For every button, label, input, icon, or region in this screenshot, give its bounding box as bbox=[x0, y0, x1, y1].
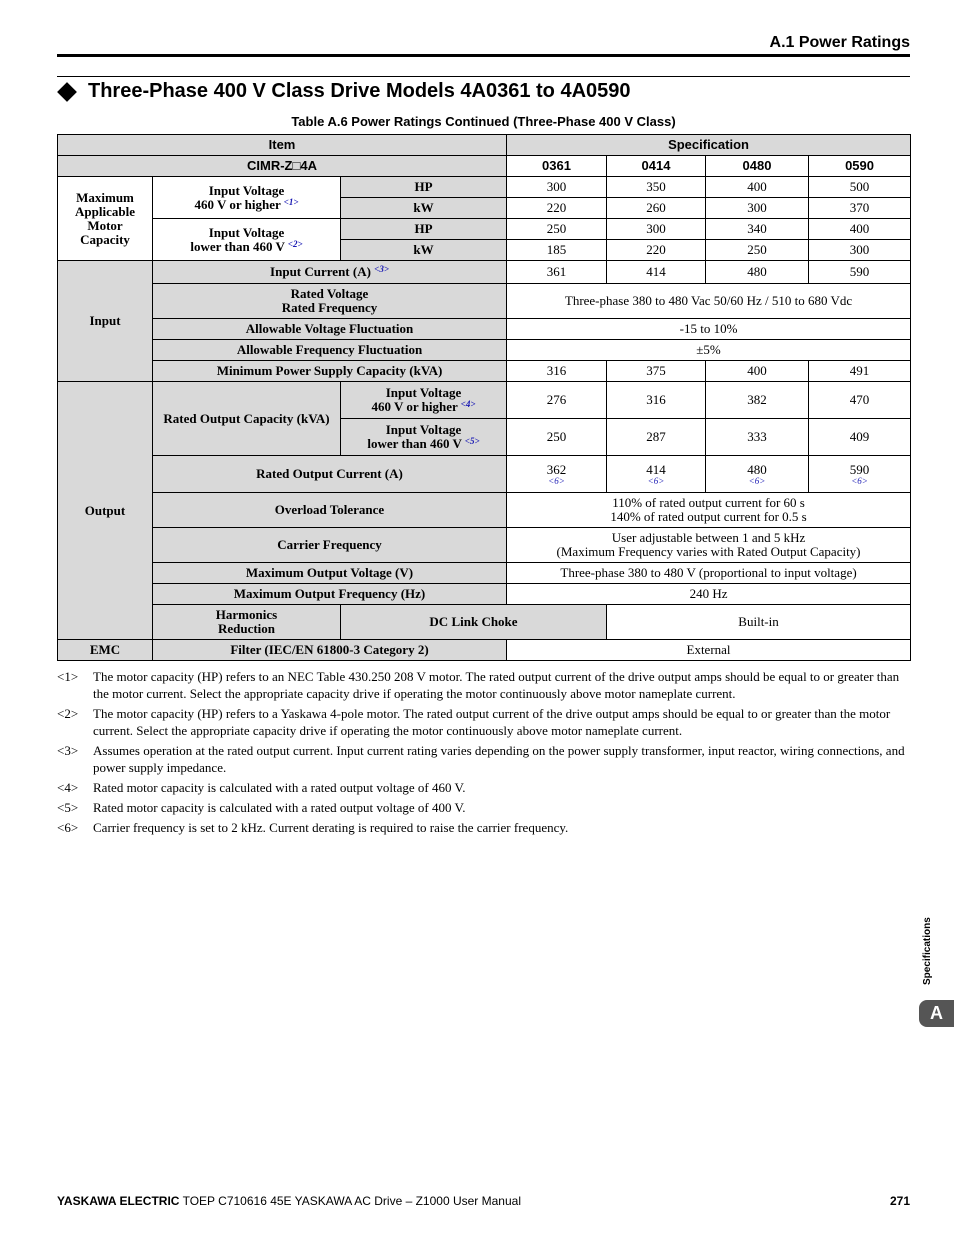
header-specification: Specification bbox=[507, 135, 911, 156]
min-power-supply-label: Minimum Power Supply Capacity (kVA) bbox=[153, 361, 507, 382]
max-output-voltage-label: Maximum Output Voltage (V) bbox=[153, 563, 507, 584]
section-rule bbox=[57, 76, 910, 77]
mam-460-kw-label: kW bbox=[341, 198, 507, 219]
carrier-frequency-label: Carrier Frequency bbox=[153, 528, 507, 563]
emc-label: EMC bbox=[58, 640, 153, 661]
footnotes bbox=[57, 668, 912, 839]
rated-voltage-frequency-label: Rated Voltage Rated Frequency bbox=[153, 284, 507, 319]
cap-low-3: 409 bbox=[809, 419, 911, 456]
cap-460-0: 276 bbox=[507, 382, 607, 419]
mam-low-kw-0: 185 bbox=[507, 240, 607, 261]
mam-low-hp-label: HP bbox=[341, 219, 507, 240]
dc-link-choke-value: Built-in bbox=[607, 605, 911, 640]
mam-460-hp-0: 300 bbox=[507, 177, 607, 198]
output-current-2: 480 <6> bbox=[706, 456, 809, 493]
cap-low-0: 250 bbox=[507, 419, 607, 456]
footnote: <3> Assumes operation at the rated output current. Input current rating varies depending on the power supply transformer, input reactor, wiring connections, and power supply impedance. bbox=[57, 743, 905, 775]
max-output-frequency-label: Maximum Output Frequency (Hz) bbox=[153, 584, 507, 605]
cap-low-1: 287 bbox=[607, 419, 706, 456]
cap-460-1: 316 bbox=[607, 382, 706, 419]
emc-filter-label: Filter (IEC/EN 61800-3 Category 2) bbox=[153, 640, 507, 661]
page-footer bbox=[57, 1194, 521, 1208]
mam-low-kw-3: 300 bbox=[809, 240, 911, 261]
section-heading bbox=[57, 80, 631, 103]
footnote: <2> The motor capacity (HP) refers to a Yaskawa 4-pole motor. The rated output current of the drive output amps should be equal to or greater than the motor current. Select the appropriate capacity drive if operating the motor continuously above motor nameplate current. bbox=[57, 706, 891, 738]
footer-brand: YASKAWA ELECTRIC bbox=[57, 1194, 180, 1208]
input-current-3: 590 bbox=[809, 261, 911, 284]
mam-460-kw-1: 260 bbox=[607, 198, 706, 219]
dc-link-choke-label: DC Link Choke bbox=[341, 605, 607, 640]
table-caption: Table A.6 Power Ratings Continued (Three-Phase 400 V Class) bbox=[291, 114, 676, 129]
model-3: 0590 bbox=[809, 156, 911, 177]
rated-output-capacity-label: Rated Output Capacity (kVA) bbox=[153, 382, 341, 456]
footer-doc: TOEP C710616 45E YASKAWA AC Drive – Z1000 User Manual bbox=[179, 1194, 521, 1208]
footnote: <6> Carrier frequency is set to 2 kHz. Current derating is required to raise the carrier frequency. bbox=[57, 820, 569, 835]
footnote: <5> Rated motor capacity is calculated with a rated output voltage of 400 V. bbox=[57, 800, 466, 815]
page-number: 271 bbox=[889, 1194, 910, 1208]
cap-low-2: 333 bbox=[706, 419, 809, 456]
min-power-0: 316 bbox=[507, 361, 607, 382]
input-current-2: 480 bbox=[706, 261, 809, 284]
header-rule bbox=[57, 54, 910, 57]
model-0: 0361 bbox=[507, 156, 607, 177]
max-output-frequency-value: 240 Hz bbox=[507, 584, 911, 605]
frequency-fluctuation-value: ±5% bbox=[507, 340, 911, 361]
input-current-0: 361 bbox=[507, 261, 607, 284]
min-power-1: 375 bbox=[607, 361, 706, 382]
mam-low-hp-3: 400 bbox=[809, 219, 911, 240]
mam-460-hp-1: 350 bbox=[607, 177, 706, 198]
voltage-fluctuation-value: -15 to 10% bbox=[507, 319, 911, 340]
max-output-voltage-value: Three-phase 380 to 480 V (proportional to input voltage) bbox=[507, 563, 911, 584]
mam-low-hp-0: 250 bbox=[507, 219, 607, 240]
mam-low-hp-2: 340 bbox=[706, 219, 809, 240]
output-current-3: 590 <6> bbox=[809, 456, 911, 493]
frequency-fluctuation-label: Allowable Frequency Fluctuation bbox=[153, 340, 507, 361]
mam-low-label: Input Voltage lower than 460 V $^{<2>}$ bbox=[153, 219, 341, 261]
mam-low-hp-1: 300 bbox=[607, 219, 706, 240]
mam-low-kw-1: 220 bbox=[607, 240, 706, 261]
rated-voltage-frequency-value: Three-phase 380 to 480 Vac 50/60 Hz / 510 to 680 Vdc bbox=[507, 284, 911, 319]
carrier-frequency-value: User adjustable between 1 and 5 kHz (Maximum Frequency varies with Rated Output Capacity) bbox=[507, 528, 911, 563]
cap-460-2: 382 bbox=[706, 382, 809, 419]
voltage-fluctuation-label: Allowable Voltage Fluctuation bbox=[153, 319, 507, 340]
cap-460-label: Input Voltage 460 V or higher $^{<4>}$ bbox=[341, 382, 507, 419]
output-current-0: 362 <6> bbox=[507, 456, 607, 493]
footnote: <1> The motor capacity (HP) refers to an NEC Table 430.250 208 V motor. The rated output current of the drive output amps should be equal to or greater than the motor current. Select the appropriate capacity drive if operating the motor continuously above motor nameplate current. bbox=[57, 669, 900, 701]
mam-460-label: Input Voltage 460 V or higher $^{<1>}$ bbox=[153, 177, 341, 219]
output-group-label: Output bbox=[58, 382, 153, 640]
mam-460-kw-0: 220 bbox=[507, 198, 607, 219]
model-2: 0480 bbox=[706, 156, 809, 177]
diamond-bullet-icon bbox=[57, 82, 77, 102]
model-1: 0414 bbox=[607, 156, 706, 177]
mam-low-kw-2: 250 bbox=[706, 240, 809, 261]
cap-low-label: Input Voltage lower than 460 V $^{<5>}$ bbox=[341, 419, 507, 456]
rated-output-current-label: Rated Output Current (A) bbox=[153, 456, 507, 493]
min-power-2: 400 bbox=[706, 361, 809, 382]
side-section-label: Specifications bbox=[922, 917, 933, 985]
input-current-label: Input Current (A) $^{<3>}$ bbox=[153, 261, 507, 284]
header-item: Item bbox=[58, 135, 507, 156]
model-label: CIMR-Z□4A bbox=[58, 156, 507, 177]
power-ratings-table bbox=[57, 134, 911, 661]
mam-460-hp-label: HP bbox=[341, 177, 507, 198]
mam-460-hp-2: 400 bbox=[706, 177, 809, 198]
overload-tolerance-value: 110% of rated output current for 60 s 140% of rated output current for 0.5 s bbox=[507, 493, 911, 528]
overload-tolerance-label: Overload Tolerance bbox=[153, 493, 507, 528]
appendix-tab[interactable]: A bbox=[919, 1000, 954, 1027]
max-motor-capacity-label: Maximum Applicable Motor Capacity bbox=[58, 177, 153, 261]
input-group-label: Input bbox=[58, 261, 153, 382]
input-current-1: 414 bbox=[607, 261, 706, 284]
footnote: <4> Rated motor capacity is calculated with a rated output voltage of 460 V. bbox=[57, 780, 466, 795]
cap-460-3: 470 bbox=[809, 382, 911, 419]
emc-filter-value: External bbox=[507, 640, 911, 661]
section-heading-text: Three-Phase 400 V Class Drive Models 4A0361 to 4A0590 bbox=[88, 80, 631, 102]
min-power-3: 491 bbox=[809, 361, 911, 382]
mam-460-hp-3: 500 bbox=[809, 177, 911, 198]
mam-460-kw-3: 370 bbox=[809, 198, 911, 219]
running-header-title: A.1 Power Ratings bbox=[769, 34, 910, 51]
output-current-1: 414 <6> bbox=[607, 456, 706, 493]
harmonics-reduction-label: Harmonics Reduction bbox=[153, 605, 341, 640]
mam-460-kw-2: 300 bbox=[706, 198, 809, 219]
mam-low-kw-label: kW bbox=[341, 240, 507, 261]
